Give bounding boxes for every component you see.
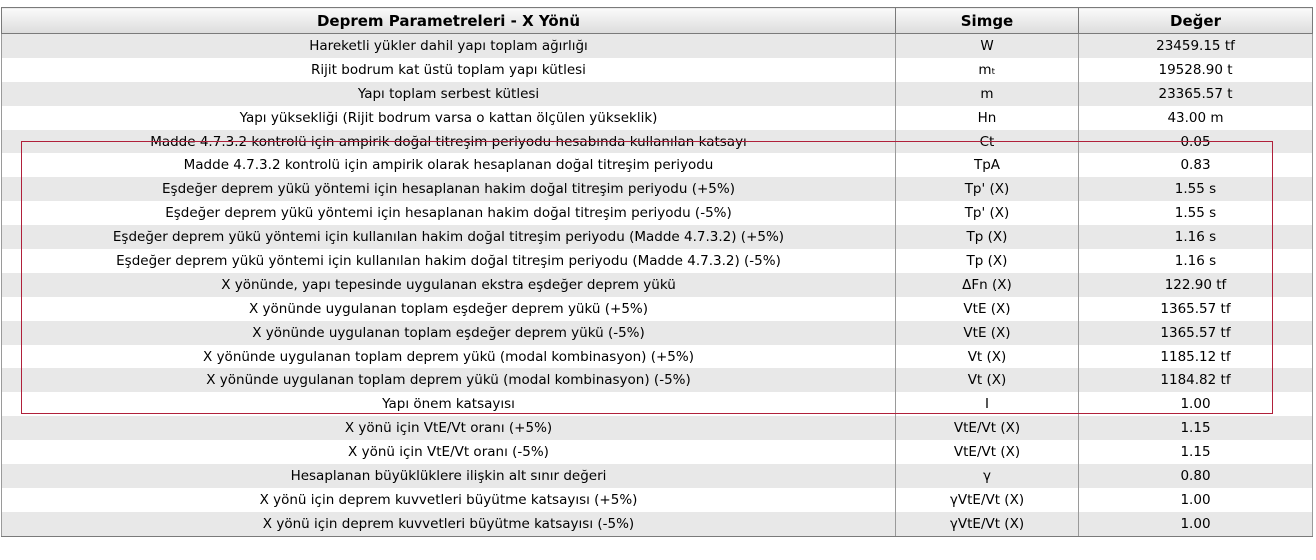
header-parameter[interactable]: Deprem Parametreleri - X Yönü	[2, 8, 896, 34]
parameter-cell: Madde 4.7.3.2 kontrolü için ampirik doğal titreşim periyodu hesabında kullanılan katsayı	[2, 130, 896, 154]
parameter-cell: X yönü için deprem kuvvetleri büyütme katsayısı (-5%)	[2, 512, 896, 536]
header-row	[2, 8, 1313, 34]
table-row[interactable]	[2, 130, 1313, 154]
table-row[interactable]	[2, 488, 1313, 512]
parameter-cell: Hesaplanan büyüklüklere ilişkin alt sınır değeri	[2, 464, 896, 488]
parameter-cell: X yönünde uygulanan toplam eşdeğer deprem yükü (+5%)	[2, 297, 896, 321]
value-cell: 1.00	[1079, 488, 1313, 512]
table-row[interactable]	[2, 297, 1313, 321]
symbol-cell: Hn	[896, 106, 1079, 130]
earthquake-parameters-panel	[1, 7, 1312, 537]
table-row[interactable]	[2, 464, 1313, 488]
symbol-cell: Ct	[896, 130, 1079, 154]
parameter-cell: Eşdeğer deprem yükü yöntemi için hesaplanan hakim doğal titreşim periyodu (-5%)	[2, 201, 896, 225]
parameter-cell: Eşdeğer deprem yükü yöntemi için kullanılan hakim doğal titreşim periyodu (Madde 4.7.3.2) (-5%)	[2, 249, 896, 273]
symbol-cell: VtE (X)	[896, 321, 1079, 345]
parameter-cell: X yönünde uygulanan toplam eşdeğer deprem yükü (-5%)	[2, 321, 896, 345]
value-cell: 1185.12 tf	[1079, 345, 1313, 369]
table-row[interactable]	[2, 34, 1313, 58]
header-symbol[interactable]: Simge	[896, 8, 1079, 34]
header-value[interactable]: Değer	[1079, 8, 1313, 34]
symbol-cell: Tp (X)	[896, 225, 1079, 249]
table-row[interactable]	[2, 153, 1313, 177]
parameter-cell: X yönü için deprem kuvvetleri büyütme katsayısı (+5%)	[2, 488, 896, 512]
symbol-cell: m	[896, 82, 1079, 106]
symbol-cell: VtE (X)	[896, 297, 1079, 321]
value-cell: 0.80	[1079, 464, 1313, 488]
table-row[interactable]	[2, 345, 1313, 369]
parameter-cell: X yönü için VtE/Vt oranı (-5%)	[2, 440, 896, 464]
value-cell: 19528.90 t	[1079, 58, 1313, 82]
parameter-cell: X yönünde uygulanan toplam deprem yükü (modal kombinasyon) (+5%)	[2, 345, 896, 369]
symbol-cell: ΔFn (X)	[896, 273, 1079, 297]
parameter-cell: Yapı yüksekliği (Rijit bodrum varsa o kattan ölçülen yükseklik)	[2, 106, 896, 130]
symbol-cell: Tp' (X)	[896, 177, 1079, 201]
value-cell: 43.00 m	[1079, 106, 1313, 130]
symbol-cell: γ	[896, 464, 1079, 488]
parameter-cell: Eşdeğer deprem yükü yöntemi için hesaplanan hakim doğal titreşim periyodu (+5%)	[2, 177, 896, 201]
symbol-cell: mₜ	[896, 58, 1079, 82]
table-row[interactable]	[2, 512, 1313, 536]
table-row[interactable]	[2, 82, 1313, 106]
value-cell: 1.00	[1079, 512, 1313, 536]
parameter-cell: Madde 4.7.3.2 kontrolü için ampirik olarak hesaplanan doğal titreşim periyodu	[2, 153, 896, 177]
value-cell: 1.16 s	[1079, 225, 1313, 249]
value-cell: 23459.15 tf	[1079, 34, 1313, 58]
parameter-cell: Eşdeğer deprem yükü yöntemi için kullanılan hakim doğal titreşim periyodu (Madde 4.7.3.2) (+5%)	[2, 225, 896, 249]
parameter-cell: X yönünde, yapı tepesinde uygulanan ekstra eşdeğer deprem yükü	[2, 273, 896, 297]
symbol-cell: Vt (X)	[896, 345, 1079, 369]
symbol-cell: TpA	[896, 153, 1079, 177]
value-cell: 1.15	[1079, 416, 1313, 440]
symbol-cell: Tp' (X)	[896, 201, 1079, 225]
value-cell: 0.05	[1079, 130, 1313, 154]
value-cell: 1365.57 tf	[1079, 297, 1313, 321]
parameter-cell: Hareketli yükler dahil yapı toplam ağırlığı	[2, 34, 896, 58]
table-row[interactable]	[2, 106, 1313, 130]
value-cell: 1.55 s	[1079, 177, 1313, 201]
value-cell: 23365.57 t	[1079, 82, 1313, 106]
earthquake-parameters-table	[1, 7, 1313, 537]
symbol-cell: VtE/Vt (X)	[896, 440, 1079, 464]
table-body	[2, 34, 1313, 537]
value-cell: 1365.57 tf	[1079, 321, 1313, 345]
value-cell: 1.16 s	[1079, 249, 1313, 273]
table-row[interactable]	[2, 58, 1313, 82]
parameter-cell: X yönünde uygulanan toplam deprem yükü (modal kombinasyon) (-5%)	[2, 368, 896, 392]
table-row[interactable]	[2, 392, 1313, 416]
symbol-cell: VtE/Vt (X)	[896, 416, 1079, 440]
value-cell: 1.00	[1079, 392, 1313, 416]
parameter-cell: Yapı toplam serbest kütlesi	[2, 82, 896, 106]
parameter-cell: Rijit bodrum kat üstü toplam yapı kütlesi	[2, 58, 896, 82]
value-cell: 1.15	[1079, 440, 1313, 464]
symbol-cell: Tp (X)	[896, 249, 1079, 273]
table-row[interactable]	[2, 249, 1313, 273]
table-row[interactable]	[2, 225, 1313, 249]
symbol-cell: W	[896, 34, 1079, 58]
value-cell: 1.55 s	[1079, 201, 1313, 225]
table-row[interactable]	[2, 416, 1313, 440]
parameter-cell: Yapı önem katsayısı	[2, 392, 896, 416]
table-row[interactable]	[2, 321, 1313, 345]
symbol-cell: γVtE/Vt (X)	[896, 512, 1079, 536]
table-row[interactable]	[2, 177, 1313, 201]
symbol-cell: γVtE/Vt (X)	[896, 488, 1079, 512]
value-cell: 122.90 tf	[1079, 273, 1313, 297]
table-row[interactable]	[2, 273, 1313, 297]
table-row[interactable]	[2, 440, 1313, 464]
table-row[interactable]	[2, 368, 1313, 392]
value-cell: 0.83	[1079, 153, 1313, 177]
value-cell: 1184.82 tf	[1079, 368, 1313, 392]
symbol-cell: Vt (X)	[896, 368, 1079, 392]
table-row[interactable]	[2, 201, 1313, 225]
parameter-cell: X yönü için VtE/Vt oranı (+5%)	[2, 416, 896, 440]
symbol-cell: I	[896, 392, 1079, 416]
